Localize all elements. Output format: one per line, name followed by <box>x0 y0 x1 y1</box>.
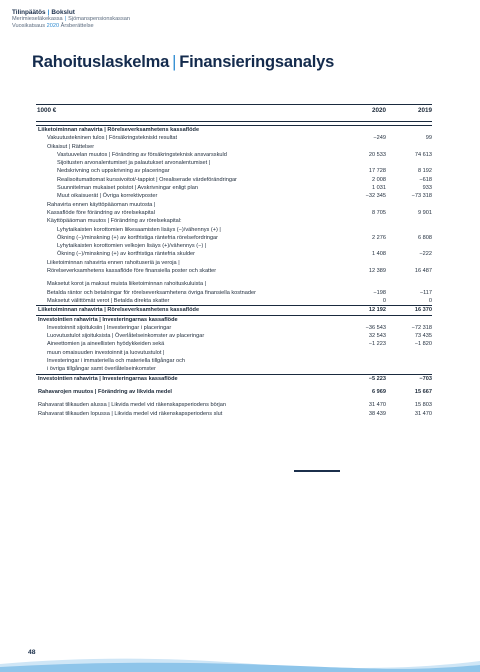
table-row <box>36 234 432 242</box>
table-row <box>36 280 432 288</box>
table-row <box>36 125 432 134</box>
table-row <box>36 332 432 340</box>
row-label: muun omaisuuden investoinnit ja luovutustulot | <box>47 349 165 356</box>
header-year: 2020 <box>46 23 60 29</box>
row-value-2019: −117 <box>419 289 432 296</box>
table-top-rule <box>36 104 432 105</box>
row-value-2020: 2 276 <box>372 234 386 241</box>
row-value-2020: −198 <box>373 289 386 296</box>
table-row <box>36 184 432 192</box>
row-value-2020: 6 969 <box>372 388 386 395</box>
header-org-fi: Merimieseläkekassa <box>12 16 63 23</box>
table-row <box>36 143 432 151</box>
row-value-2019: 31 470 <box>414 410 432 417</box>
row-label: Luovutustulot sijoituksista | Överlåtelseinkomster av placeringar <box>47 333 205 340</box>
header-org-sv: Sjömanspensionskassan <box>68 16 131 23</box>
row-label: Investoinnit sijoituksiin | Investeringar i placeringar <box>47 324 172 331</box>
row-value-2020: 1 031 <box>372 185 386 192</box>
row-value-2020: 0 <box>382 297 386 304</box>
row-value-2020: −32 345 <box>365 193 386 200</box>
row-value-2019: −618 <box>419 176 432 183</box>
row-value-2020: 12 389 <box>368 268 386 275</box>
row-label: Lyhytaikaisten korottomien velkojen lisäys (+)/vähennys (−) | <box>57 243 207 250</box>
row-value-2019: 8 192 <box>418 168 432 175</box>
table-row <box>36 209 432 217</box>
table-row <box>36 305 432 314</box>
header-report-sv: Årsberättelse <box>60 23 94 29</box>
table-row <box>36 217 432 225</box>
row-value-2020: 2 008 <box>372 176 386 183</box>
page-title: Rahoituslaskelma | Finansieringsanalys <box>32 53 335 71</box>
row-label: Investointien rahavirta | Investeringarnas kassaflöde <box>38 375 178 382</box>
row-value-2019: 933 <box>422 185 432 192</box>
page-number: 48 <box>28 649 36 656</box>
header-section-sv: Bokslut <box>51 9 75 16</box>
row-label: Suunnitelman mukaiset poistot | Avskrivningar enligt plan <box>57 185 198 192</box>
row-label: Liiketoiminnan rahavirta | Rörelseverksamhetens kassaflöde <box>38 127 200 133</box>
table-row <box>36 289 432 297</box>
table-end-rule <box>294 470 340 472</box>
row-value-2019: −72 318 <box>411 324 432 331</box>
table-row <box>36 374 432 383</box>
table-row <box>36 134 432 142</box>
document-header <box>12 9 130 30</box>
table-row <box>36 167 432 175</box>
row-label: Ökning (−)/minskning (+) av kortfristiga räntefria rörelsefordringar <box>57 234 219 241</box>
row-value-2020: −1 223 <box>368 341 386 348</box>
row-value-2019: 6 808 <box>418 234 432 241</box>
row-label: Rahavarat tilikauden lopussa | Likvida medel vid räkenskapsperiodens slut <box>38 410 223 417</box>
table-row <box>36 201 432 209</box>
row-label: Kassaflöde före förändring av rörelsekapital <box>47 209 155 216</box>
row-value-2020: 31 470 <box>368 402 386 409</box>
row-value-2019: −1 820 <box>414 341 432 348</box>
row-value-2020: 32 543 <box>368 333 386 340</box>
row-label: Rörelseverksamhetens kassaflöde före finansiella poster och skatter <box>47 268 217 275</box>
row-label: Sijoitusten arvonalentumiset ja palautukset arvonalentumiset | <box>57 160 211 167</box>
row-label: Lyhytaikaisten korottomien liikesaamisten lisäys (−)/vähennys (+) | <box>57 226 221 233</box>
header-line-2: Merimieseläkekassa | Sjömanspensionskassan <box>12 16 131 23</box>
table-row <box>36 365 432 373</box>
table-row <box>36 388 432 396</box>
row-value-2019: −73 318 <box>411 193 432 200</box>
row-value-2020: 1 408 <box>372 251 386 258</box>
row-label: Betalda räntor och betalningar för rörelseverksamhetens övriga finansiella kostnader <box>47 289 256 296</box>
row-label: Liiketoiminnan rahavirta ennen rahoituseriä ja veroja | <box>47 259 180 266</box>
row-value-2020: 12 192 <box>368 307 386 314</box>
row-value-2020: 8 705 <box>372 209 386 216</box>
row-label: Liiketoiminnan rahavirta | Rörelseverksamhetens kassaflöde <box>38 307 200 314</box>
row-label: i övriga tillgångar samt överlåtelseinkomster <box>47 366 156 373</box>
table-row <box>36 259 432 267</box>
row-value-2019: 0 <box>428 297 432 304</box>
row-value-2019: 74 613 <box>414 151 432 158</box>
row-label: Oikaisut | Rättelser <box>47 143 95 150</box>
row-label: Investointien rahavirta | Investeringarnas kassaflöde <box>38 316 178 323</box>
page-title-fi: Rahoituslaskelma <box>32 53 170 71</box>
table-row <box>36 267 432 275</box>
row-label: Nedskrivning och uppskrivning av placeringar <box>57 168 170 175</box>
cash-flow-table <box>36 125 432 418</box>
table-row <box>36 324 432 332</box>
table-row <box>36 401 432 409</box>
row-value-2020: 38 439 <box>368 410 386 417</box>
table-row <box>36 226 432 234</box>
table-row <box>36 159 432 167</box>
row-label: Rahavarojen muutos | Förändring av likvida medel <box>38 388 172 395</box>
row-value-2019: 73 435 <box>414 333 432 340</box>
unit-header: 1000 € <box>37 107 57 114</box>
row-label: Ökning (−)/minskning (+) av kortfristiga räntefria skulder <box>57 251 196 258</box>
row-label: Maksetut korot ja maksut muista liiketoiminnan rahoituskuluista | <box>47 281 207 288</box>
row-value-2020: −249 <box>373 135 386 142</box>
row-value-2020: 20 533 <box>368 151 386 158</box>
table-row <box>36 151 432 159</box>
column-header-2020: 2020 <box>371 107 386 114</box>
table-row <box>36 192 432 200</box>
row-label: Investeringar i immateriella och materiella tillgångar och <box>47 358 186 365</box>
header-report-fi: Vuosikatsaus <box>12 23 46 29</box>
table-row <box>36 176 432 184</box>
row-value-2019: 15 803 <box>414 402 432 409</box>
row-value-2020: −36 543 <box>365 324 386 331</box>
row-value-2019: 16 487 <box>414 268 432 275</box>
header-line-3 <box>12 23 130 30</box>
row-label: Maksetut välittömät verot | Betalda direkta skatter <box>47 297 170 304</box>
row-value-2019: 16 370 <box>414 307 432 314</box>
table-row <box>36 315 432 324</box>
row-label: Rahavirta ennen käyttöpääoman muutosta | <box>47 201 156 208</box>
row-label: Rahavarat tilikauden alussa | Likvida medel vid räkenskapsperiodens början <box>38 402 227 409</box>
row-value-2020: 17 728 <box>368 168 386 175</box>
column-header-2019: 2019 <box>417 107 432 114</box>
header-line-1: Tilinpäätös | Bokslut <box>12 9 75 16</box>
row-label: Realisoitumattomat kurssivoitot/-tappiot | Orealiserade värdeförändringar <box>57 176 237 183</box>
row-value-2019: 99 <box>425 135 432 142</box>
table-row <box>36 357 432 365</box>
table-row <box>36 297 432 305</box>
table-row <box>36 250 432 258</box>
table-row <box>36 410 432 418</box>
table-row <box>36 340 432 348</box>
row-label: Vastuuvelan muutos | Förändring av försäkringsteknisk ansvarsskuld <box>57 151 227 158</box>
row-label: Käyttöpääoman muutos | Förändring av rörelsekapital: <box>47 218 182 225</box>
row-label: Muut oikaisuerät | Övriga korrektivposter <box>57 193 158 200</box>
row-label: Aineettomien ja aineellisten hyödykkeiden sekä <box>47 341 165 348</box>
row-value-2019: −222 <box>419 251 432 258</box>
table-header-rule <box>36 121 432 122</box>
row-label: Vakuutustekninen tulos | Försäkringstekniskt resultat <box>47 135 178 142</box>
row-value-2019: 15 667 <box>414 388 432 395</box>
row-value-2020: −5 223 <box>368 375 386 382</box>
table-row <box>36 242 432 250</box>
footer-wave <box>0 655 480 672</box>
table-row <box>36 349 432 357</box>
row-value-2019: 9 901 <box>418 209 432 216</box>
row-value-2019: −703 <box>419 375 432 382</box>
header-section-fi: Tilinpäätös <box>12 9 46 16</box>
page-title-sv: Finansieringsanalys <box>179 53 335 71</box>
